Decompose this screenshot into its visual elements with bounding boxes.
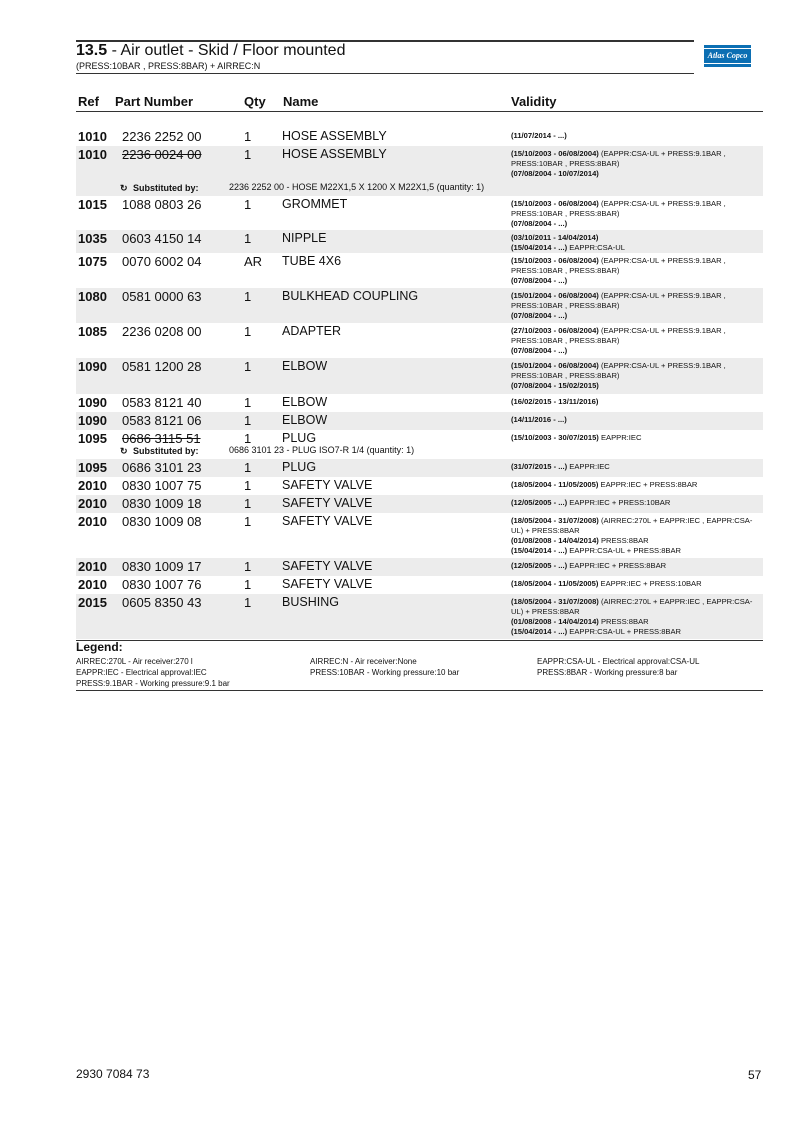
validity-line xyxy=(511,433,763,443)
validity-condition: PRESS:8BAR xyxy=(598,617,649,626)
qty-cell: 1 xyxy=(244,478,252,493)
ref-cell: 2010 xyxy=(78,478,107,493)
qty-cell: 1 xyxy=(244,496,252,511)
qty-cell: 1 xyxy=(244,324,252,339)
table-row xyxy=(76,323,763,358)
refresh-icon: ↻ xyxy=(120,183,128,193)
validity-cell xyxy=(511,597,763,637)
validity-line xyxy=(511,291,763,311)
legend-top-rule xyxy=(76,640,763,641)
page-subtitle: (PRESS:10BAR , PRESS:8BAR) + AIRREC:N xyxy=(76,61,261,71)
substitute-part-description: 2236 2252 00 - HOSE M22X1,5 X 1200 X M22X1,5 (quantity: 1) xyxy=(229,182,485,192)
legend-item: AIRREC:270L - Air receiver:270 l xyxy=(76,657,193,666)
validity-date-range: (01/08/2008 - 14/04/2014) xyxy=(511,536,599,545)
part-number-cell: 0830 1007 75 xyxy=(122,478,202,493)
validity-line xyxy=(511,256,763,276)
name-cell: SAFETY VALVE xyxy=(282,577,373,591)
validity-cell xyxy=(511,326,763,356)
validity-date-range: (11/07/2014 - ...) xyxy=(511,131,567,140)
part-number-cell: 1088 0803 26 xyxy=(122,197,202,212)
ref-cell: 1035 xyxy=(78,231,107,246)
ref-cell: 1095 xyxy=(78,460,107,475)
ref-cell: 2010 xyxy=(78,496,107,511)
page-title xyxy=(76,42,345,60)
validity-line xyxy=(511,536,763,546)
name-cell: SAFETY VALVE xyxy=(282,478,373,492)
validity-line xyxy=(511,415,763,425)
ref-cell: 1090 xyxy=(78,413,107,428)
table-row xyxy=(76,253,763,289)
validity-date-range: (07/08/2004 - ...) xyxy=(511,346,568,355)
table-row xyxy=(76,128,763,146)
header-bottom-rule xyxy=(76,73,694,74)
qty-cell: AR xyxy=(244,254,263,269)
validity-cell xyxy=(511,516,763,556)
validity-line xyxy=(511,276,763,286)
validity-date-range: (31/07/2015 - ...) xyxy=(511,462,568,471)
ref-cell: 1095 xyxy=(78,431,107,446)
validity-date-range: (12/05/2005 - ...) xyxy=(511,498,568,507)
part-number-cell: 0830 1009 17 xyxy=(122,559,202,574)
table-row xyxy=(76,459,763,477)
validity-condition: (EAPPR:CSA-UL + PRESS:9.1BAR , PRESS:10BAR , PRESS:8BAR) xyxy=(511,199,726,218)
footer-document-number: 2930 7084 73 xyxy=(76,1067,150,1081)
validity-cell xyxy=(511,462,763,472)
validity-line xyxy=(511,233,763,243)
part-number-cell: 0605 8350 43 xyxy=(122,595,202,610)
validity-date-range: (27/10/2003 - 06/08/2004) xyxy=(511,326,599,335)
validity-date-range: (07/08/2004 - 15/02/2015) xyxy=(511,381,599,390)
validity-date-range: (15/04/2014 - ...) xyxy=(511,546,568,555)
ref-cell: 2010 xyxy=(78,577,107,592)
validity-cell xyxy=(511,199,763,229)
part-number-cell: 2236 0024 00 xyxy=(122,147,202,162)
part-number-cell: 0583 8121 06 xyxy=(122,413,202,428)
name-cell: ELBOW xyxy=(282,359,328,373)
part-number-cell: 2236 0208 00 xyxy=(122,324,202,339)
validity-condition: EAPPR:IEC + PRESS:10BAR xyxy=(567,498,671,507)
qty-cell: 1 xyxy=(244,395,252,410)
name-cell: SAFETY VALVE xyxy=(282,496,373,510)
validity-line xyxy=(511,326,763,346)
validity-date-range: (01/08/2008 - 14/04/2014) xyxy=(511,617,599,626)
name-cell: BUSHING xyxy=(282,595,339,609)
validity-condition: EAPPR:CSA-UL + PRESS:8BAR xyxy=(567,546,682,555)
validity-date-range: (12/05/2005 - ...) xyxy=(511,561,568,570)
validity-line xyxy=(511,243,763,253)
table-row xyxy=(76,430,763,459)
ref-cell: 1090 xyxy=(78,395,107,410)
substitute-part-description: 0686 3101 23 - PLUG ISO7-R 1/4 (quantity: 1) xyxy=(229,445,415,455)
name-cell: SAFETY VALVE xyxy=(282,559,373,573)
validity-date-range: (15/04/2014 - ...) xyxy=(511,627,568,636)
validity-cell xyxy=(511,149,763,179)
refresh-icon: ↻ xyxy=(120,446,128,456)
table-row xyxy=(76,230,763,253)
validity-condition: EAPPR:IEC + PRESS:8BAR xyxy=(598,480,698,489)
section-title: - Air outlet - Skid / Floor mounted xyxy=(107,42,346,59)
name-cell: GROMMET xyxy=(282,197,348,211)
validity-line xyxy=(511,627,763,637)
legend-item: AIRREC:N - Air receiver:None xyxy=(310,657,417,666)
footer-page-number: 57 xyxy=(748,1068,762,1082)
validity-condition: (EAPPR:CSA-UL + PRESS:9.1BAR , PRESS:10BAR , PRESS:8BAR) xyxy=(511,149,726,168)
column-header-part-number: Part Number xyxy=(115,94,194,109)
validity-condition: EAPPR:CSA-UL xyxy=(567,243,625,252)
validity-date-range: (14/11/2016 - ...) xyxy=(511,415,567,424)
ref-cell: 1090 xyxy=(78,359,107,374)
validity-cell xyxy=(511,256,763,286)
legend-item: PRESS:8BAR - Working pressure:8 bar xyxy=(537,668,678,677)
part-number-cell: 0686 3115 51 xyxy=(122,431,201,446)
validity-line xyxy=(511,498,763,508)
substituted-by-label xyxy=(120,446,199,457)
validity-date-range: (15/04/2014 - ...) xyxy=(511,243,568,252)
validity-condition: EAPPR:CSA-UL + PRESS:8BAR xyxy=(567,627,682,636)
validity-date-range: (15/10/2003 - 06/08/2004) xyxy=(511,149,599,158)
ref-cell: 1010 xyxy=(78,147,107,162)
validity-date-range: (15/10/2003 - 30/07/2015) xyxy=(511,433,599,442)
part-number-cell: 0830 1009 08 xyxy=(122,514,202,529)
validity-line xyxy=(511,579,763,589)
substituted-by-text: Substituted by: xyxy=(133,446,199,456)
validity-condition: (EAPPR:CSA-UL + PRESS:9.1BAR , PRESS:10BAR , PRESS:8BAR) xyxy=(511,361,726,380)
validity-line xyxy=(511,219,763,229)
validity-line xyxy=(511,597,763,617)
validity-date-range: (07/08/2004 - ...) xyxy=(511,311,568,320)
validity-condition: (EAPPR:CSA-UL + PRESS:9.1BAR , PRESS:10BAR , PRESS:8BAR) xyxy=(511,256,726,275)
part-number-cell: 0830 1007 76 xyxy=(122,577,202,592)
validity-date-range: (18/05/2004 - 11/05/2005) xyxy=(511,480,599,489)
name-cell: ELBOW xyxy=(282,395,328,409)
name-cell: PLUG xyxy=(282,431,317,445)
section-number: 13.5 xyxy=(76,42,108,59)
qty-cell: 1 xyxy=(244,514,252,529)
validity-line xyxy=(511,480,763,490)
validity-date-range: (07/08/2004 - 10/07/2014) xyxy=(511,169,599,178)
ref-cell: 1075 xyxy=(78,254,107,269)
ref-cell: 1010 xyxy=(78,129,107,144)
column-header-name: Name xyxy=(283,94,319,109)
table-row xyxy=(76,394,763,412)
part-number-cell: 0583 8121 40 xyxy=(122,395,202,410)
validity-line xyxy=(511,516,763,536)
validity-cell xyxy=(511,498,763,508)
column-header-qty: Qty xyxy=(244,94,266,109)
qty-cell: 1 xyxy=(244,289,252,304)
validity-cell xyxy=(511,480,763,490)
legend-item: PRESS:10BAR - Working pressure:10 bar xyxy=(310,668,460,677)
ref-cell: 1015 xyxy=(78,197,107,212)
validity-date-range: (07/08/2004 - ...) xyxy=(511,276,568,285)
validity-date-range: (16/02/2015 - 13/11/2016) xyxy=(511,397,599,406)
table-row xyxy=(76,477,763,495)
name-cell: SAFETY VALVE xyxy=(282,514,373,528)
validity-condition: EAPPR:IEC xyxy=(598,433,642,442)
validity-line xyxy=(511,311,763,321)
part-number-cell: 0686 3101 23 xyxy=(122,460,202,475)
logo-text: Atlas Copco xyxy=(707,51,748,60)
part-number-cell: 0830 1009 18 xyxy=(122,496,202,511)
table-row xyxy=(76,196,763,230)
validity-cell xyxy=(511,415,763,425)
qty-cell: 1 xyxy=(244,559,252,574)
part-number-cell: 0581 1200 28 xyxy=(122,359,202,374)
validity-date-range: (03/10/2011 - 14/04/2014) xyxy=(511,233,599,242)
validity-line xyxy=(511,199,763,219)
validity-date-range: (15/10/2003 - 06/08/2004) xyxy=(511,199,599,208)
validity-line xyxy=(511,131,763,141)
table-row xyxy=(76,412,763,430)
ref-cell: 2015 xyxy=(78,595,107,610)
validity-date-range: (15/01/2004 - 06/08/2004) xyxy=(511,291,599,300)
table-row xyxy=(76,558,763,576)
name-cell: NIPPLE xyxy=(282,231,327,245)
validity-condition: (AIRREC:270L + EAPPR:IEC , EAPPR:CSA-UL) + PRESS:8BAR xyxy=(511,516,753,535)
validity-line xyxy=(511,149,763,169)
part-number-cell: 0603 4150 14 xyxy=(122,231,202,246)
validity-condition: (AIRREC:270L + EAPPR:IEC , EAPPR:CSA-UL) + PRESS:8BAR xyxy=(511,597,753,616)
validity-line xyxy=(511,561,763,571)
validity-date-range: (18/05/2004 - 31/07/2008) xyxy=(511,597,599,606)
validity-line xyxy=(511,462,763,472)
table-row xyxy=(76,146,763,196)
column-header-validity: Validity xyxy=(511,94,557,109)
validity-date-range: (15/01/2004 - 06/08/2004) xyxy=(511,361,599,370)
substituted-by-text: Substituted by: xyxy=(133,183,199,193)
qty-cell: 1 xyxy=(244,577,252,592)
validity-date-range: (18/05/2004 - 11/05/2005) xyxy=(511,579,599,588)
validity-cell xyxy=(511,361,763,391)
validity-date-range: (15/10/2003 - 06/08/2004) xyxy=(511,256,599,265)
qty-cell: 1 xyxy=(244,359,252,374)
part-number-cell: 0581 0000 63 xyxy=(122,289,202,304)
ref-cell: 1080 xyxy=(78,289,107,304)
table-row xyxy=(76,594,763,639)
legend-item: EAPPR:IEC - Electrical approval:IEC xyxy=(76,668,207,677)
name-cell: HOSE ASSEMBLY xyxy=(282,147,387,161)
validity-cell xyxy=(511,433,763,443)
qty-cell: 1 xyxy=(244,460,252,475)
legend-item: PRESS:9.1BAR - Working pressure:9.1 bar xyxy=(76,679,230,688)
validity-condition: PRESS:8BAR xyxy=(598,536,649,545)
name-cell: BULKHEAD COUPLING xyxy=(282,289,419,303)
validity-cell xyxy=(511,579,763,589)
table-row xyxy=(76,513,763,558)
validity-condition: EAPPR:IEC xyxy=(567,462,610,471)
qty-cell: 1 xyxy=(244,129,252,144)
qty-cell: 1 xyxy=(244,197,252,212)
validity-line xyxy=(511,346,763,356)
qty-cell: 1 xyxy=(244,595,252,610)
legend-item: EAPPR:CSA-UL - Electrical approval:CSA-UL xyxy=(537,657,700,666)
validity-line xyxy=(511,169,763,179)
substituted-by-label xyxy=(120,183,199,194)
name-cell: HOSE ASSEMBLY xyxy=(282,129,387,143)
name-cell: PLUG xyxy=(282,460,317,474)
name-cell: TUBE 4X6 xyxy=(282,254,342,268)
validity-condition: (EAPPR:CSA-UL + PRESS:9.1BAR , PRESS:10BAR , PRESS:8BAR) xyxy=(511,291,726,310)
ref-cell: 2010 xyxy=(78,559,107,574)
validity-line xyxy=(511,617,763,627)
validity-line xyxy=(511,397,763,407)
column-header-ref: Ref xyxy=(78,94,99,109)
ref-cell: 2010 xyxy=(78,514,107,529)
table-row xyxy=(76,495,763,513)
qty-cell: 1 xyxy=(244,147,252,162)
part-number-cell: 0070 6002 04 xyxy=(122,254,202,269)
table-row xyxy=(76,576,763,594)
validity-condition: EAPPR:IEC + PRESS:10BAR xyxy=(598,579,702,588)
name-cell: ADAPTER xyxy=(282,324,342,338)
qty-cell: 1 xyxy=(244,431,252,446)
table-row xyxy=(76,288,763,323)
table-row xyxy=(76,358,763,394)
validity-cell xyxy=(511,561,763,571)
validity-line xyxy=(511,381,763,391)
qty-cell: 1 xyxy=(244,231,252,246)
validity-cell xyxy=(511,233,763,253)
ref-cell: 1085 xyxy=(78,324,107,339)
legend-bottom-rule xyxy=(76,690,763,691)
name-cell: ELBOW xyxy=(282,413,328,427)
validity-cell xyxy=(511,397,763,407)
legend-title: Legend: xyxy=(76,640,123,654)
validity-date-range: (07/08/2004 - ...) xyxy=(511,219,568,228)
validity-cell xyxy=(511,131,763,141)
validity-date-range: (18/05/2004 - 31/07/2008) xyxy=(511,516,599,525)
validity-condition: EAPPR:IEC + PRESS:8BAR xyxy=(567,561,667,570)
validity-cell xyxy=(511,291,763,321)
column-header-rule xyxy=(76,111,763,112)
validity-line xyxy=(511,546,763,556)
atlas-copco-logo xyxy=(704,45,751,67)
part-number-cell: 2236 2252 00 xyxy=(122,129,202,144)
validity-line xyxy=(511,361,763,381)
validity-condition: (EAPPR:CSA-UL + PRESS:9.1BAR , PRESS:10BAR , PRESS:8BAR) xyxy=(511,326,726,345)
qty-cell: 1 xyxy=(244,413,252,428)
